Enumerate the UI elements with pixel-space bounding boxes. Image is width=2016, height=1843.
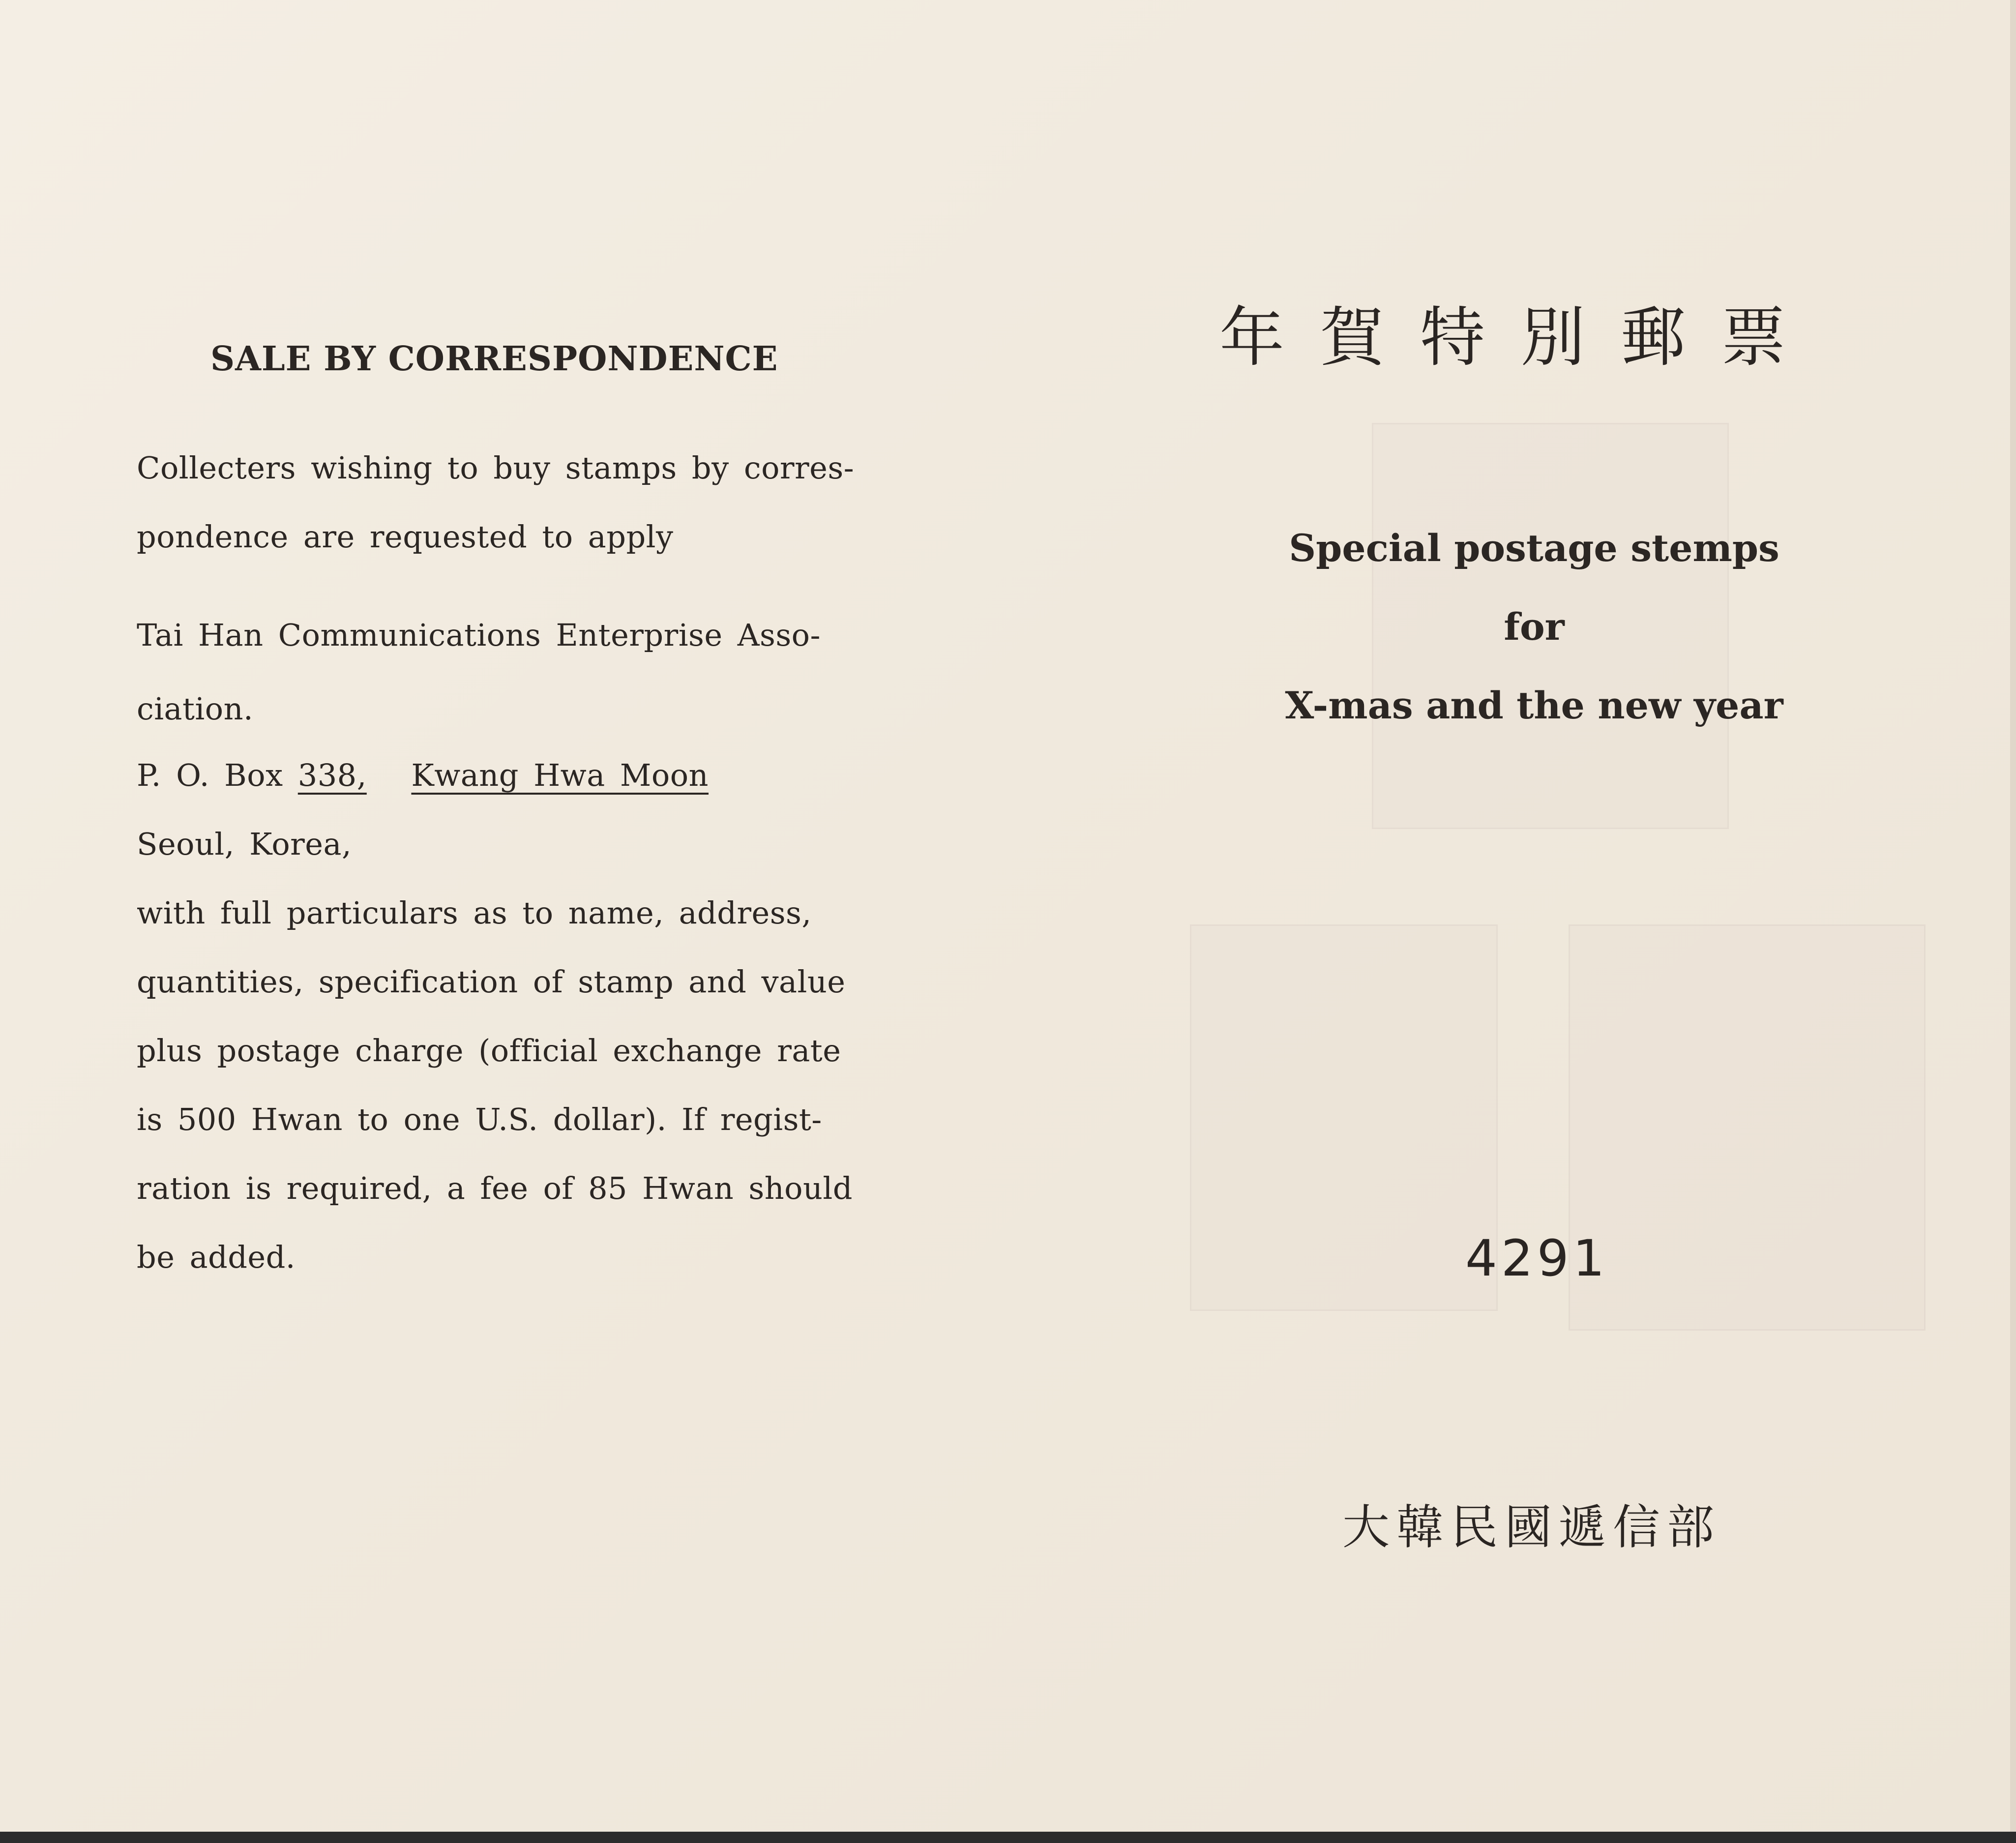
body-line: Seoul, Korea,	[137, 826, 352, 862]
scan-edge-bottom	[0, 1832, 2016, 1843]
body-line: pondence are requested to apply	[137, 519, 674, 555]
subtitle-line-3: X-mas and the new year	[1285, 684, 1783, 727]
po-box-number: 338,	[297, 757, 367, 793]
subtitle-line-1: Special postage stemps	[1289, 526, 1779, 570]
body-line: plus postage charge (official exchange rate	[137, 1033, 841, 1069]
body-line: be added.	[137, 1239, 296, 1275]
sale-heading: SALE BY CORRESPONDENCE	[210, 339, 778, 379]
subtitle-line-2: for	[1504, 605, 1565, 649]
body-line: Tai Han Communications Enterprise Asso-	[137, 617, 821, 653]
body-line: with full particulars as to name, address,	[137, 895, 812, 931]
title-cjk: 年賀特別郵票	[1219, 300, 1821, 376]
year-number: 4291	[1465, 1229, 1609, 1288]
po-box-place: Kwang Hwa Moon	[411, 757, 709, 793]
show-through-block	[1569, 924, 1926, 1331]
body-line: ciation.	[137, 691, 254, 727]
po-box-label: P. O. Box	[137, 757, 298, 793]
po-box-line	[137, 757, 874, 793]
body-line: is 500 Hwan to one U.S. dollar). If regist-	[137, 1101, 822, 1137]
body-line: Collecters wishing to buy stamps by corres-	[137, 450, 855, 486]
issuer-cjk: 大韓民國遞信部	[1342, 1500, 1721, 1555]
show-through-block	[1190, 924, 1498, 1311]
body-line: quantities, specification of stamp and value	[137, 964, 846, 1000]
body-line: ration is required, a fee of 85 Hwan should	[137, 1170, 853, 1206]
paper-edge-right	[2010, 0, 2016, 1843]
